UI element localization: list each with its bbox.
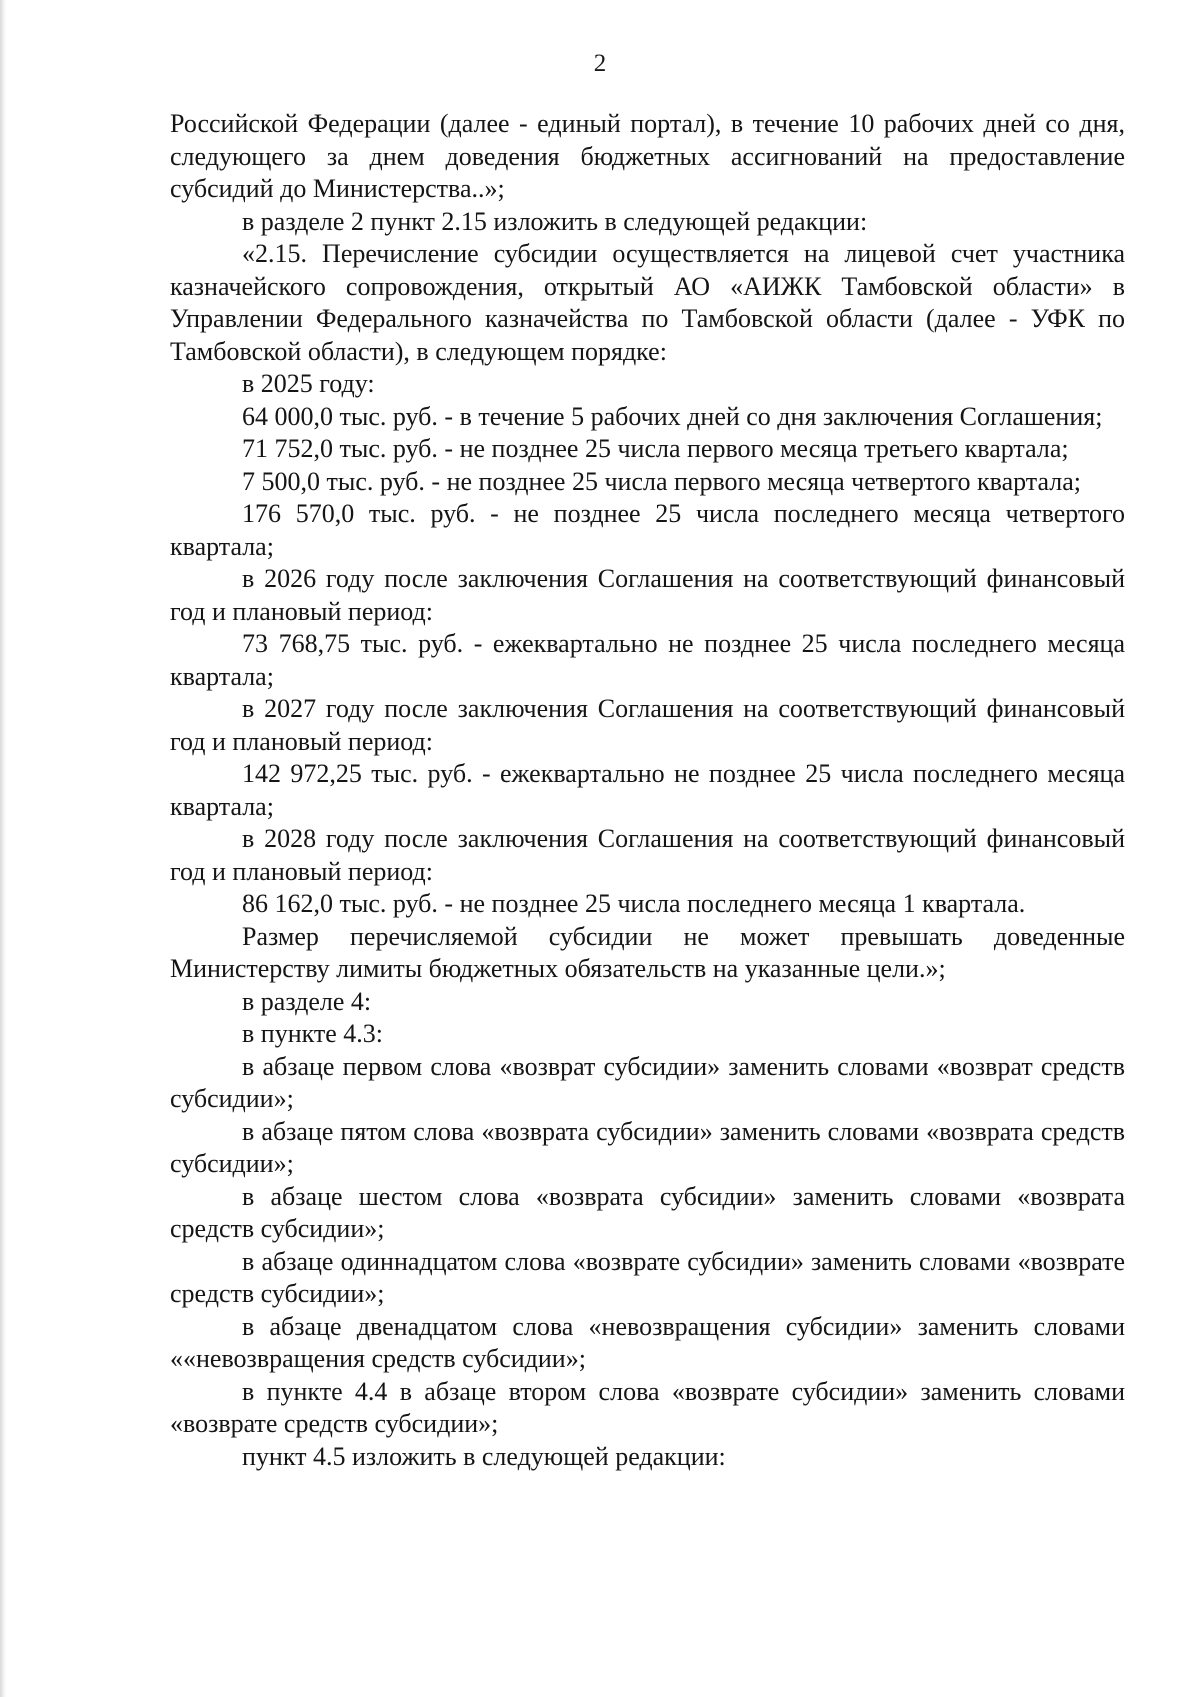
paragraph: в абзаце шестом слова «возврата субсидии» заменить словами «возврата средств субсидии»; [170,1181,1125,1243]
paragraph: в пункте 4.3: [242,1019,384,1048]
paragraph: 142 972,25 тыс. руб. - ежеквартально не позднее 25 числа последнего месяца квартала; [170,759,1125,821]
page-number: 2 [593,50,607,77]
paragraph: в 2026 году после заключения Соглашения на соответствующий финансовый год и плановый период: [170,564,1125,626]
paragraph: в 2025 году: [242,369,375,398]
paragraph: в 2027 году после заключения Соглашения на соответствующий финансовый год и плановый период: [170,694,1125,756]
paragraph: 86 162,0 тыс. руб. - не позднее 25 числа последнего месяца 1 квартала. [242,889,1026,918]
paragraph: в разделе 2 пункт 2.15 изложить в следующей редакции: [242,206,868,236]
paragraph: Размер перечисляемой субсидии не может превышать доведенные Министерству лимиты бюджетных обязательств на указанные цели.»; [170,921,1125,983]
document-body [170,108,1125,1473]
scan-edge [0,0,7,1697]
paragraph: Российской Федерации (далее - единый портал), в течение 10 рабочих дней со дня, следующего за днем доведения бюджетных ассигнований на предоставление субсидий до Министерства..»; [170,109,1125,203]
paragraph: «2.15. Перечисление субсидии осуществляется на лицевой счет участника казначейского сопровождения, открытый АО «АИЖК Тамбовской области» в Управлении Федерального казначейства по Тамбовской области (далее - УФК по Тамбовской области), в следующем порядке: [170,239,1125,366]
paragraph: пункт 4.5 изложить в следующей редакции: [242,1441,726,1471]
paragraph: в абзаце пятом слова «возврата субсидии» заменить словами «возврата средств субсидии»; [170,1116,1125,1178]
paragraph: 73 768,75 тыс. руб. - ежеквартально не позднее 25 числа последнего месяца квартала; [170,629,1125,691]
paragraph: 64 000,0 тыс. руб. - в течение 5 рабочих дней со дня заключения Соглашения; [242,401,1103,431]
paragraph: 7 500,0 тыс. руб. - не позднее 25 числа первого месяца четвертого квартала; [242,466,1081,496]
paragraph: 71 752,0 тыс. руб. - не позднее 25 числа первого месяца третьего квартала; [242,434,1069,463]
paragraph: в 2028 году после заключения Соглашения на соответствующий финансовый год и плановый период: [170,824,1125,886]
paragraph: в абзаце двенадцатом слова «невозвращения субсидии» заменить словами ««невозвращения средств субсидии»; [170,1311,1125,1373]
paragraph: в пункте 4.4 в абзаце втором слова «возврате субсидии» заменить словами «возврате средств субсидии»; [170,1376,1125,1438]
paragraph: в абзаце одиннадцатом слова «возврате субсидии» заменить словами «возврате средств субсидии»; [170,1246,1125,1308]
paragraph: в разделе 4: [242,986,372,1016]
paragraph: 176 570,0 тыс. руб. - не позднее 25 числа последнего месяца четвертого квартала; [170,499,1125,561]
paragraph: в абзаце первом слова «возврат субсидии» заменить словами «возврат средств субсидии»; [170,1051,1125,1113]
